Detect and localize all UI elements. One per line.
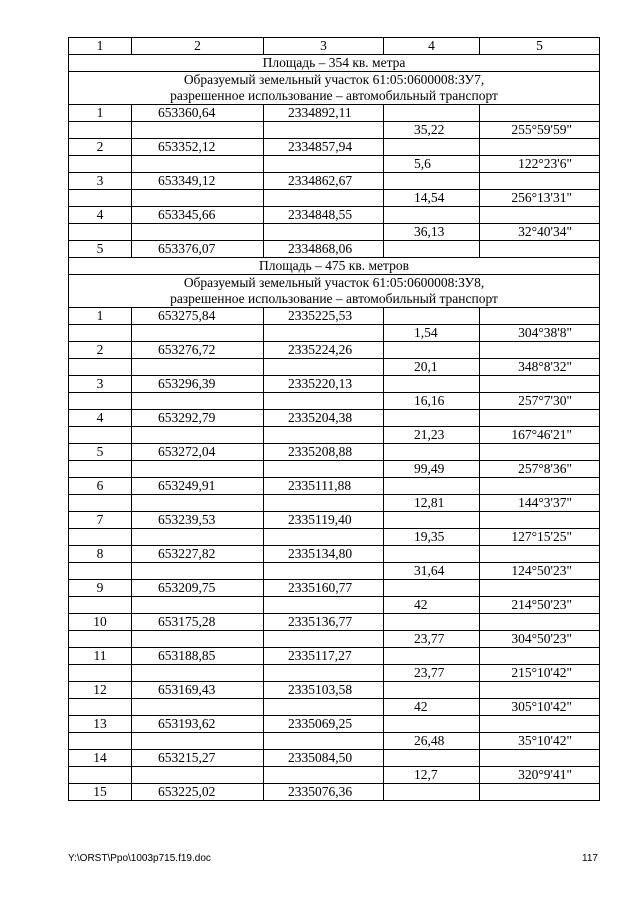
empty-cell — [264, 699, 384, 716]
empty-cell — [480, 716, 600, 733]
coord-y: 2335160,77 — [264, 580, 384, 597]
empty-cell — [132, 631, 264, 648]
empty-cell — [384, 342, 480, 359]
coord-x: 653292,79 — [132, 410, 264, 427]
coord-x: 653349,12 — [132, 173, 264, 190]
segment-angle: 257°7'30" — [480, 393, 600, 410]
coord-y: 2335204,38 — [264, 410, 384, 427]
empty-cell — [132, 359, 264, 376]
segment-row — [69, 733, 600, 750]
empty-cell — [69, 597, 132, 614]
point-number: 8 — [69, 546, 132, 563]
empty-cell — [69, 156, 132, 173]
section-title-line: Площадь – 475 кв. метров — [259, 258, 409, 273]
empty-cell — [132, 190, 264, 207]
empty-cell — [132, 733, 264, 750]
empty-cell — [480, 342, 600, 359]
section-title-line: разрешенное использование – автомобильный транспорт — [170, 88, 498, 103]
segment-angle: 124°50'23" — [480, 563, 600, 580]
header-cell: 1 — [69, 38, 132, 55]
empty-cell — [132, 427, 264, 444]
empty-cell — [480, 376, 600, 393]
empty-cell — [480, 308, 600, 325]
point-number: 2 — [69, 139, 132, 156]
point-number: 6 — [69, 478, 132, 495]
point-row — [69, 105, 600, 122]
empty-cell — [384, 241, 480, 258]
segment-angle: 167°46'21" — [480, 427, 600, 444]
empty-cell — [132, 529, 264, 546]
segment-length: 35,22 — [384, 122, 480, 139]
section-title-line: разрешенное использование – автомобильный транспорт — [170, 291, 498, 306]
point-row — [69, 580, 600, 597]
coord-y: 2334862,67 — [264, 173, 384, 190]
empty-cell — [384, 648, 480, 665]
empty-cell — [384, 308, 480, 325]
coord-y: 2335117,27 — [264, 648, 384, 665]
empty-cell — [384, 207, 480, 224]
section-title-line: Образуемый земельный участок 61:05:0600008:ЗУ8, — [183, 275, 485, 290]
empty-cell — [480, 207, 600, 224]
segment-angle: 320°9'41" — [480, 767, 600, 784]
coord-x: 653249,91 — [132, 478, 264, 495]
empty-cell — [480, 444, 600, 461]
point-row — [69, 614, 600, 631]
segment-length: 42 — [384, 597, 480, 614]
point-number: 1 — [69, 105, 132, 122]
coord-y: 2335076,36 — [264, 784, 384, 801]
segment-row — [69, 427, 600, 444]
empty-cell — [264, 427, 384, 444]
empty-cell — [480, 546, 600, 563]
empty-cell — [264, 325, 384, 342]
segment-length: 14,54 — [384, 190, 480, 207]
point-row — [69, 750, 600, 767]
segment-length: 12,7 — [384, 767, 480, 784]
empty-cell — [264, 563, 384, 580]
empty-cell — [264, 631, 384, 648]
section-title-line: Площадь – 354 кв. метра — [262, 55, 406, 70]
empty-cell — [480, 139, 600, 156]
coord-x: 653360,64 — [132, 105, 264, 122]
coord-x: 653215,27 — [132, 750, 264, 767]
segment-length: 23,77 — [384, 665, 480, 682]
empty-cell — [132, 393, 264, 410]
empty-cell — [69, 325, 132, 342]
coord-y: 2334857,94 — [264, 139, 384, 156]
empty-cell — [480, 478, 600, 495]
empty-cell — [264, 190, 384, 207]
point-row — [69, 207, 600, 224]
segment-length: 99,49 — [384, 461, 480, 478]
empty-cell — [384, 750, 480, 767]
point-number: 1 — [69, 308, 132, 325]
empty-cell — [132, 597, 264, 614]
segment-row — [69, 359, 600, 376]
point-number: 15 — [69, 784, 132, 801]
empty-cell — [69, 767, 132, 784]
empty-cell — [264, 461, 384, 478]
empty-cell — [132, 325, 264, 342]
empty-cell — [264, 122, 384, 139]
segment-angle: 214°50'23" — [480, 597, 600, 614]
point-row — [69, 444, 600, 461]
point-row — [69, 241, 600, 258]
empty-cell — [264, 767, 384, 784]
empty-cell — [132, 122, 264, 139]
empty-cell — [69, 190, 132, 207]
empty-cell — [384, 546, 480, 563]
empty-cell — [384, 444, 480, 461]
segment-row — [69, 325, 600, 342]
coord-y: 2335134,80 — [264, 546, 384, 563]
segment-length: 42 — [384, 699, 480, 716]
empty-cell — [264, 224, 384, 241]
segment-row — [69, 529, 600, 546]
coord-x: 653276,72 — [132, 342, 264, 359]
empty-cell — [384, 580, 480, 597]
segment-length: 36,13 — [384, 224, 480, 241]
coord-y: 2335136,77 — [264, 614, 384, 631]
segment-angle: 257°8'36" — [480, 461, 600, 478]
segment-angle: 256°13'31" — [480, 190, 600, 207]
empty-cell — [384, 478, 480, 495]
empty-cell — [69, 461, 132, 478]
coord-y: 2335103,58 — [264, 682, 384, 699]
segment-length: 26,48 — [384, 733, 480, 750]
empty-cell — [480, 173, 600, 190]
empty-cell — [384, 512, 480, 529]
segment-angle: 32°40'34" — [480, 224, 600, 241]
document-path: Y:\ORST\Ppo\1003p715.f19.doc — [68, 853, 211, 864]
empty-cell — [132, 224, 264, 241]
coord-x: 653239,53 — [132, 512, 264, 529]
segment-row — [69, 563, 600, 580]
coord-x: 653275,84 — [132, 308, 264, 325]
section-title-line: Образуемый земельный участок 61:05:0600008:ЗУ7, — [183, 72, 485, 87]
empty-cell — [69, 427, 132, 444]
point-number: 3 — [69, 376, 132, 393]
segment-angle: 348°8'32" — [480, 359, 600, 376]
point-row — [69, 478, 600, 495]
empty-cell — [480, 105, 600, 122]
segment-row — [69, 597, 600, 614]
empty-cell — [480, 750, 600, 767]
segment-length: 12,81 — [384, 495, 480, 512]
point-number: 2 — [69, 342, 132, 359]
segment-angle: 35°10'42" — [480, 733, 600, 750]
empty-cell — [132, 767, 264, 784]
segment-angle: 304°38'8" — [480, 325, 600, 342]
point-row — [69, 648, 600, 665]
segment-row — [69, 495, 600, 512]
empty-cell — [132, 495, 264, 512]
coord-x: 653227,82 — [132, 546, 264, 563]
coord-x: 653175,28 — [132, 614, 264, 631]
point-row — [69, 139, 600, 156]
point-row — [69, 716, 600, 733]
point-number: 4 — [69, 410, 132, 427]
empty-cell — [264, 597, 384, 614]
header-cell: 5 — [480, 38, 600, 55]
empty-cell — [69, 224, 132, 241]
empty-cell — [264, 529, 384, 546]
coord-y: 2334868,06 — [264, 241, 384, 258]
segment-length: 31,64 — [384, 563, 480, 580]
empty-cell — [480, 784, 600, 801]
point-number: 11 — [69, 648, 132, 665]
point-number: 3 — [69, 173, 132, 190]
empty-cell — [384, 784, 480, 801]
coord-x: 653272,04 — [132, 444, 264, 461]
empty-cell — [69, 563, 132, 580]
segment-length: 5,6 — [384, 156, 480, 173]
empty-cell — [132, 699, 264, 716]
coord-x: 653193,62 — [132, 716, 264, 733]
point-row — [69, 308, 600, 325]
empty-cell — [384, 716, 480, 733]
empty-cell — [69, 631, 132, 648]
empty-cell — [264, 359, 384, 376]
segment-row — [69, 224, 600, 241]
segment-length: 20,1 — [384, 359, 480, 376]
coord-y: 2335208,88 — [264, 444, 384, 461]
section-title-row — [69, 72, 600, 105]
empty-cell — [132, 156, 264, 173]
empty-cell — [132, 461, 264, 478]
section-title-row — [69, 275, 600, 308]
coord-y: 2334892,11 — [264, 105, 384, 122]
empty-cell — [384, 682, 480, 699]
coord-x: 653352,12 — [132, 139, 264, 156]
point-number: 14 — [69, 750, 132, 767]
point-row — [69, 173, 600, 190]
segment-row — [69, 393, 600, 410]
empty-cell — [69, 733, 132, 750]
empty-cell — [264, 665, 384, 682]
segment-length: 1,54 — [384, 325, 480, 342]
point-number: 5 — [69, 241, 132, 258]
segment-row — [69, 122, 600, 139]
segment-row — [69, 156, 600, 173]
empty-cell — [480, 648, 600, 665]
coord-x: 653225,02 — [132, 784, 264, 801]
segment-row — [69, 665, 600, 682]
segment-row — [69, 461, 600, 478]
segment-length: 16,16 — [384, 393, 480, 410]
section-title — [69, 275, 600, 308]
point-number: 4 — [69, 207, 132, 224]
segment-angle: 215°10'42" — [480, 665, 600, 682]
segment-length: 19,35 — [384, 529, 480, 546]
coord-y: 2335119,40 — [264, 512, 384, 529]
point-row — [69, 546, 600, 563]
coordinates-table-body — [69, 38, 600, 801]
empty-cell — [69, 495, 132, 512]
empty-cell — [69, 699, 132, 716]
point-row — [69, 682, 600, 699]
segment-row — [69, 631, 600, 648]
empty-cell — [384, 410, 480, 427]
header-row — [69, 38, 600, 55]
empty-cell — [264, 495, 384, 512]
empty-cell — [264, 393, 384, 410]
segment-angle: 144°3'37" — [480, 495, 600, 512]
empty-cell — [132, 563, 264, 580]
header-cell: 3 — [264, 38, 384, 55]
coord-x: 653376,07 — [132, 241, 264, 258]
empty-cell — [384, 376, 480, 393]
segment-angle: 122°23'6" — [480, 156, 600, 173]
segment-length: 23,77 — [384, 631, 480, 648]
point-row — [69, 376, 600, 393]
coord-y: 2335225,53 — [264, 308, 384, 325]
point-number: 10 — [69, 614, 132, 631]
coord-y: 2335084,50 — [264, 750, 384, 767]
segment-row — [69, 190, 600, 207]
empty-cell — [384, 173, 480, 190]
empty-cell — [480, 580, 600, 597]
coord-x: 653296,39 — [132, 376, 264, 393]
point-row — [69, 512, 600, 529]
coord-x: 653188,85 — [132, 648, 264, 665]
point-row — [69, 342, 600, 359]
coord-y: 2334848,55 — [264, 207, 384, 224]
header-cell: 2 — [132, 38, 264, 55]
point-row — [69, 784, 600, 801]
empty-cell — [480, 682, 600, 699]
point-number: 7 — [69, 512, 132, 529]
empty-cell — [69, 122, 132, 139]
section-title — [69, 72, 600, 105]
empty-cell — [384, 105, 480, 122]
empty-cell — [384, 139, 480, 156]
point-row — [69, 410, 600, 427]
section-title-row — [69, 258, 600, 275]
empty-cell — [480, 410, 600, 427]
point-number: 12 — [69, 682, 132, 699]
coord-y: 2335220,13 — [264, 376, 384, 393]
coordinates-table — [68, 37, 600, 801]
empty-cell — [69, 665, 132, 682]
segment-angle: 255°59'59" — [480, 122, 600, 139]
header-cell: 4 — [384, 38, 480, 55]
section-title — [69, 55, 600, 72]
point-number: 5 — [69, 444, 132, 461]
section-title — [69, 258, 600, 275]
point-number: 9 — [69, 580, 132, 597]
empty-cell — [480, 512, 600, 529]
empty-cell — [264, 733, 384, 750]
empty-cell — [69, 393, 132, 410]
coord-x: 653209,75 — [132, 580, 264, 597]
segment-angle: 304°50'23" — [480, 631, 600, 648]
section-title-row — [69, 55, 600, 72]
coord-x: 653345,66 — [132, 207, 264, 224]
coord-x: 653169,43 — [132, 682, 264, 699]
empty-cell — [384, 614, 480, 631]
empty-cell — [480, 614, 600, 631]
empty-cell — [480, 241, 600, 258]
empty-cell — [264, 156, 384, 173]
segment-length: 21,23 — [384, 427, 480, 444]
segment-angle: 305°10'42" — [480, 699, 600, 716]
segment-angle: 127°15'25" — [480, 529, 600, 546]
coord-y: 2335111,88 — [264, 478, 384, 495]
coord-y: 2335224,26 — [264, 342, 384, 359]
empty-cell — [69, 359, 132, 376]
segment-row — [69, 699, 600, 716]
empty-cell — [132, 665, 264, 682]
segment-row — [69, 767, 600, 784]
page-number: 117 — [582, 853, 598, 864]
coord-y: 2335069,25 — [264, 716, 384, 733]
point-number: 13 — [69, 716, 132, 733]
empty-cell — [69, 529, 132, 546]
